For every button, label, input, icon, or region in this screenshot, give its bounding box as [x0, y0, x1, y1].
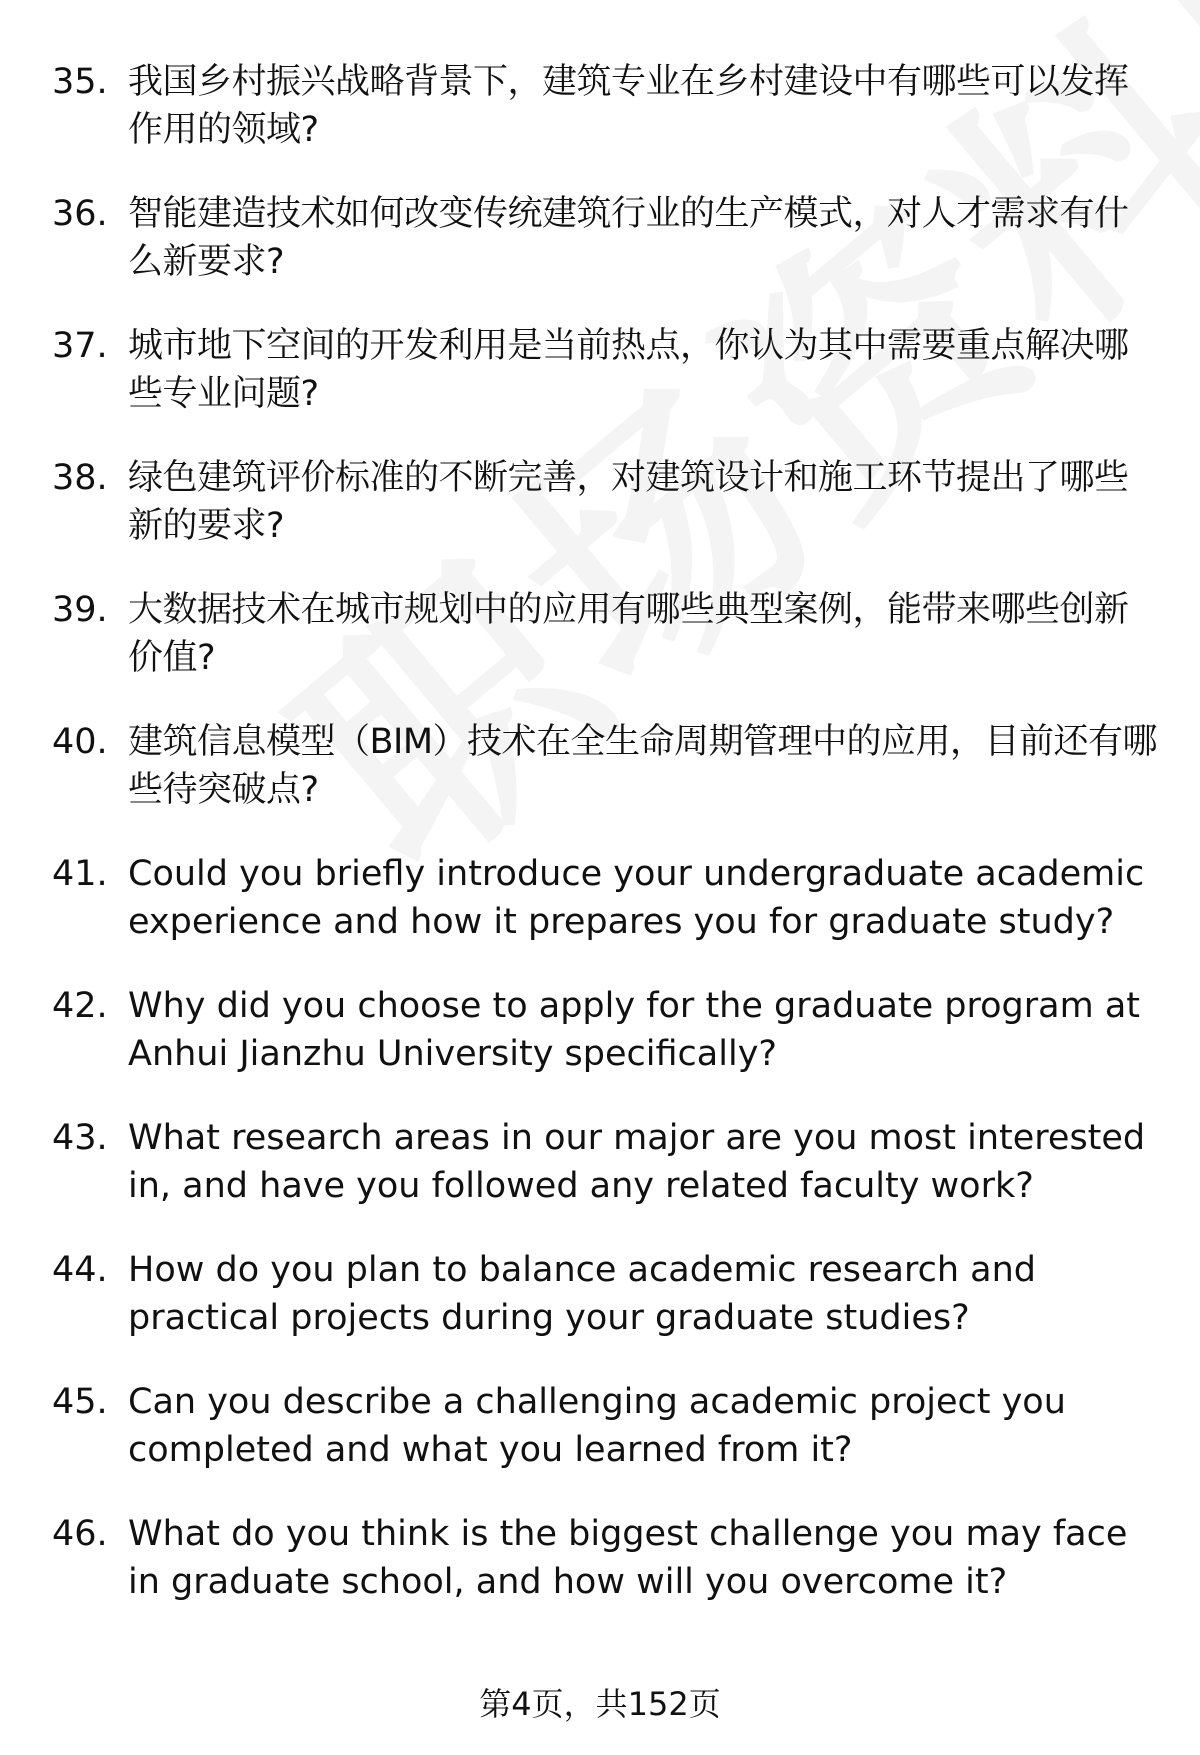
question-number: 43. [52, 1118, 108, 1158]
question-text: Why did you choose to apply for the graduate program at Anhui Jianzhu University specifically? [128, 986, 1140, 1074]
question-number: 46. [52, 1514, 108, 1554]
question-item [0, 1510, 1200, 1610]
question-text: 智能建造技术如何改变传统建筑行业的生产模式，对人才需求有什么新要求? [128, 194, 1129, 282]
question-number: 39. [52, 590, 108, 630]
question-item [0, 982, 1200, 1082]
question-number: 38. [52, 458, 108, 498]
question-item [0, 190, 1200, 290]
question-number: 40. [52, 722, 108, 762]
question-item [0, 586, 1200, 686]
question-text: 建筑信息模型（BIM）技术在全生命周期管理中的应用，目前还有哪些待突破点? [128, 722, 1158, 810]
question-text: How do you plan to balance academic research and practical projects during your graduate studies? [128, 1250, 1037, 1338]
question-text: 绿色建筑评价标准的不断完善，对建筑设计和施工环节提出了哪些新的要求? [128, 458, 1129, 546]
question-text: What do you think is the biggest challenge you may face in graduate school, and how will you overcome it? [128, 1514, 1128, 1602]
question-item [0, 58, 1200, 158]
question-item [0, 454, 1200, 554]
question-number: 44. [52, 1250, 108, 1290]
question-item [0, 1378, 1200, 1478]
question-text: Can you describe a challenging academic project you completed and what you learned from it? [128, 1382, 1066, 1470]
question-text: Could you briefly introduce your undergraduate academic experience and how it prepares you for graduate study? [128, 854, 1145, 942]
question-list [0, 58, 1200, 1642]
question-text: 我国乡村振兴战略背景下，建筑专业在乡村建设中有哪些可以发挥作用的领域? [128, 62, 1129, 150]
question-item [0, 850, 1200, 950]
question-number: 36. [52, 194, 108, 234]
question-number: 37. [52, 326, 108, 366]
question-item [0, 1246, 1200, 1346]
question-number: 41. [52, 854, 108, 894]
question-text: What research areas in our major are you most interested in, and have you followed any related faculty work? [128, 1118, 1146, 1206]
question-item [0, 322, 1200, 422]
question-item [0, 718, 1200, 818]
question-text: 城市地下空间的开发利用是当前热点，你认为其中需要重点解决哪些专业问题? [128, 326, 1129, 414]
page-footer: 第4页，共152页 [479, 1685, 721, 1723]
question-number: 45. [52, 1382, 108, 1422]
question-number: 42. [52, 986, 108, 1026]
question-text: 大数据技术在城市规划中的应用有哪些典型案例，能带来哪些创新价值? [128, 590, 1129, 678]
question-number: 35. [52, 62, 108, 102]
question-item [0, 1114, 1200, 1214]
